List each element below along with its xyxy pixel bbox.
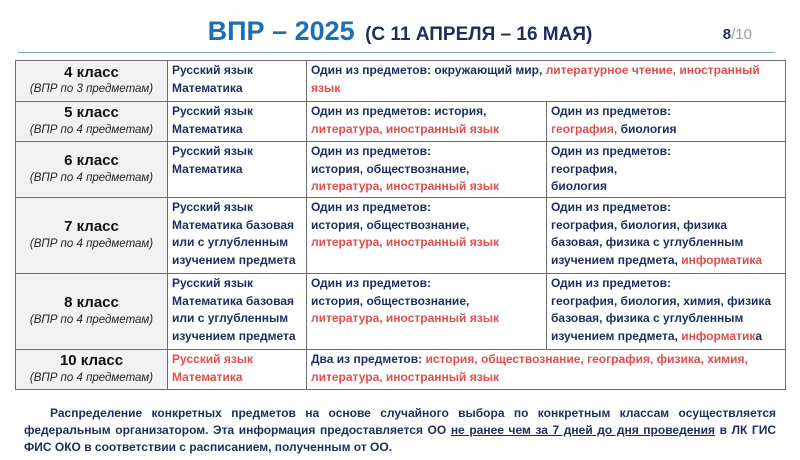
page-number <box>723 26 752 43</box>
elective-group-a-cell <box>307 102 547 142</box>
class-cell <box>16 61 168 102</box>
subject-text: литература, иностранный язык <box>311 235 499 249</box>
elective-group-a-cell <box>307 142 547 198</box>
elective-subjects-cell <box>307 61 786 102</box>
elective-group-b-cell <box>547 102 786 142</box>
subject-text: Один из предметов: <box>311 200 431 214</box>
subject-text: информатик <box>681 328 756 343</box>
required-subject: Математика <box>172 369 243 384</box>
class-name: 10 класс <box>59 352 124 369</box>
class-cell <box>16 274 168 350</box>
class-note: (ВПР по 4 предметам) <box>29 123 154 136</box>
subject-text: Один из предметов: <box>551 104 671 118</box>
subject-text: окружающий мир, <box>434 63 546 77</box>
subject-text: история, обществознание, <box>311 293 470 308</box>
class-name: 7 класс <box>64 218 119 235</box>
class-cell <box>16 350 168 390</box>
subject-text: информатика <box>681 252 762 267</box>
class-name: 8 класс <box>64 294 119 311</box>
title-main: ВПР – 2025 <box>207 16 355 46</box>
required-subject: или с углубленным <box>172 311 289 325</box>
elective-group-b-cell <box>547 142 786 198</box>
vpr-schedule-table <box>15 60 786 390</box>
table-row <box>16 198 786 274</box>
subject-text: изучением предмета, <box>551 252 682 267</box>
required-subject: Русский язык <box>172 63 254 77</box>
footer-tail: в ЛК ГИС ФИС ОКО в соответствии с расписанием, полученным от ОО. <box>24 423 776 454</box>
class-cell <box>16 198 168 274</box>
footer-underlined: не ранее чем за 7 дней до дня проведения <box>450 423 716 437</box>
subject-text: базовая, физика с углубленным <box>551 235 744 249</box>
subject-text: Один из предметов: история, <box>311 104 487 118</box>
class-name: 6 класс <box>64 152 119 169</box>
class-note: (ВПР по 3 предметам) <box>29 83 154 95</box>
required-subject: Русский язык <box>172 200 254 214</box>
class-note: (ВПР по 4 предметам) <box>29 371 154 384</box>
subject-text: литература, иностранный язык <box>311 121 499 136</box>
page-current: 8 <box>722 26 732 43</box>
required-subject: Математика <box>172 161 243 176</box>
class-cell <box>16 102 168 142</box>
subject-text: Два из предметов: <box>311 352 426 366</box>
title-divider <box>18 52 775 53</box>
required-subject: Русский язык <box>172 276 254 290</box>
table-row <box>16 102 786 142</box>
required-subjects-cell <box>168 274 307 350</box>
subject-text: география, биология, химия, физика <box>551 293 772 308</box>
required-subjects-cell <box>168 198 307 274</box>
table-body <box>16 61 786 390</box>
subject-text: литература, иностранный язык <box>311 311 499 325</box>
footer-note <box>24 405 776 456</box>
subject-text: Один из предметов: <box>551 276 671 290</box>
table-row <box>16 350 786 390</box>
page-title <box>0 16 800 47</box>
subject-text: базовая, физика с углубленным <box>551 311 744 325</box>
elective-group-a-cell <box>307 198 547 274</box>
subject-text: география, <box>551 121 621 136</box>
subject-text: история, обществознание, <box>311 161 470 176</box>
subject-text: а <box>755 328 763 343</box>
required-subjects-cell <box>168 350 307 390</box>
elective-group-a-cell <box>307 274 547 350</box>
subject-text: Один из предметов: <box>551 200 671 214</box>
required-subjects-cell <box>168 102 307 142</box>
required-subject: изучением предмета <box>172 328 296 343</box>
required-subject: Математика <box>172 121 243 136</box>
elective-subjects-cell <box>307 350 786 390</box>
subject-text: изучением предмета, <box>551 328 682 343</box>
class-note: (ВПР по 4 предметам) <box>29 313 154 326</box>
subject-text: история, обществознание, география, физика, химия, литература, иностранный язык <box>311 352 748 384</box>
class-cell <box>16 142 168 198</box>
required-subject: Русский язык <box>172 104 254 118</box>
table-row <box>16 142 786 198</box>
table-row <box>16 61 786 102</box>
subject-text: география, <box>551 161 618 176</box>
page-total: /10 <box>731 26 752 43</box>
required-subject: или с углубленным <box>172 235 289 249</box>
required-subject: Математика базовая <box>172 293 294 308</box>
elective-group-b-cell <box>547 198 786 274</box>
required-subjects-cell <box>168 61 307 102</box>
subject-text: биология <box>620 121 677 136</box>
subject-text: биология <box>551 179 607 193</box>
subject-text: история, обществознание, <box>311 217 470 232</box>
class-name: 4 класс <box>64 63 119 81</box>
class-note: (ВПР по 4 предметам) <box>29 237 154 250</box>
subject-text: Один из предметов: <box>311 144 431 158</box>
elective-group-b-cell <box>547 274 786 350</box>
subject-text: литература, иностранный язык <box>311 179 499 193</box>
subject-text: Один из предметов: <box>311 276 431 290</box>
subject-text: география, биология, физика <box>551 217 728 232</box>
required-subject: Математика <box>172 80 243 95</box>
table-row <box>16 274 786 350</box>
required-subject: Математика базовая <box>172 217 294 232</box>
footer-text: Распределение конкретных предметов на основе случайного выбора по конкретным классам осуществляется федеральным организатором. Эта информация предоставляется ОО <box>24 406 776 437</box>
required-subject: Русский язык <box>172 352 254 366</box>
required-subject: Русский язык <box>172 144 254 158</box>
subject-text: Один из предметов: <box>551 144 671 158</box>
subject-text: литературное чтение, иностранный язык <box>311 63 760 95</box>
class-note: (ВПР по 4 предметам) <box>29 171 154 184</box>
subject-text: Один из предметов: <box>311 63 435 77</box>
class-name: 5 класс <box>64 104 119 121</box>
required-subject: изучением предмета <box>172 252 296 267</box>
required-subjects-cell <box>168 142 307 198</box>
title-dates: (С 11 АПРЕЛЯ – 16 МАЯ) <box>365 24 593 45</box>
